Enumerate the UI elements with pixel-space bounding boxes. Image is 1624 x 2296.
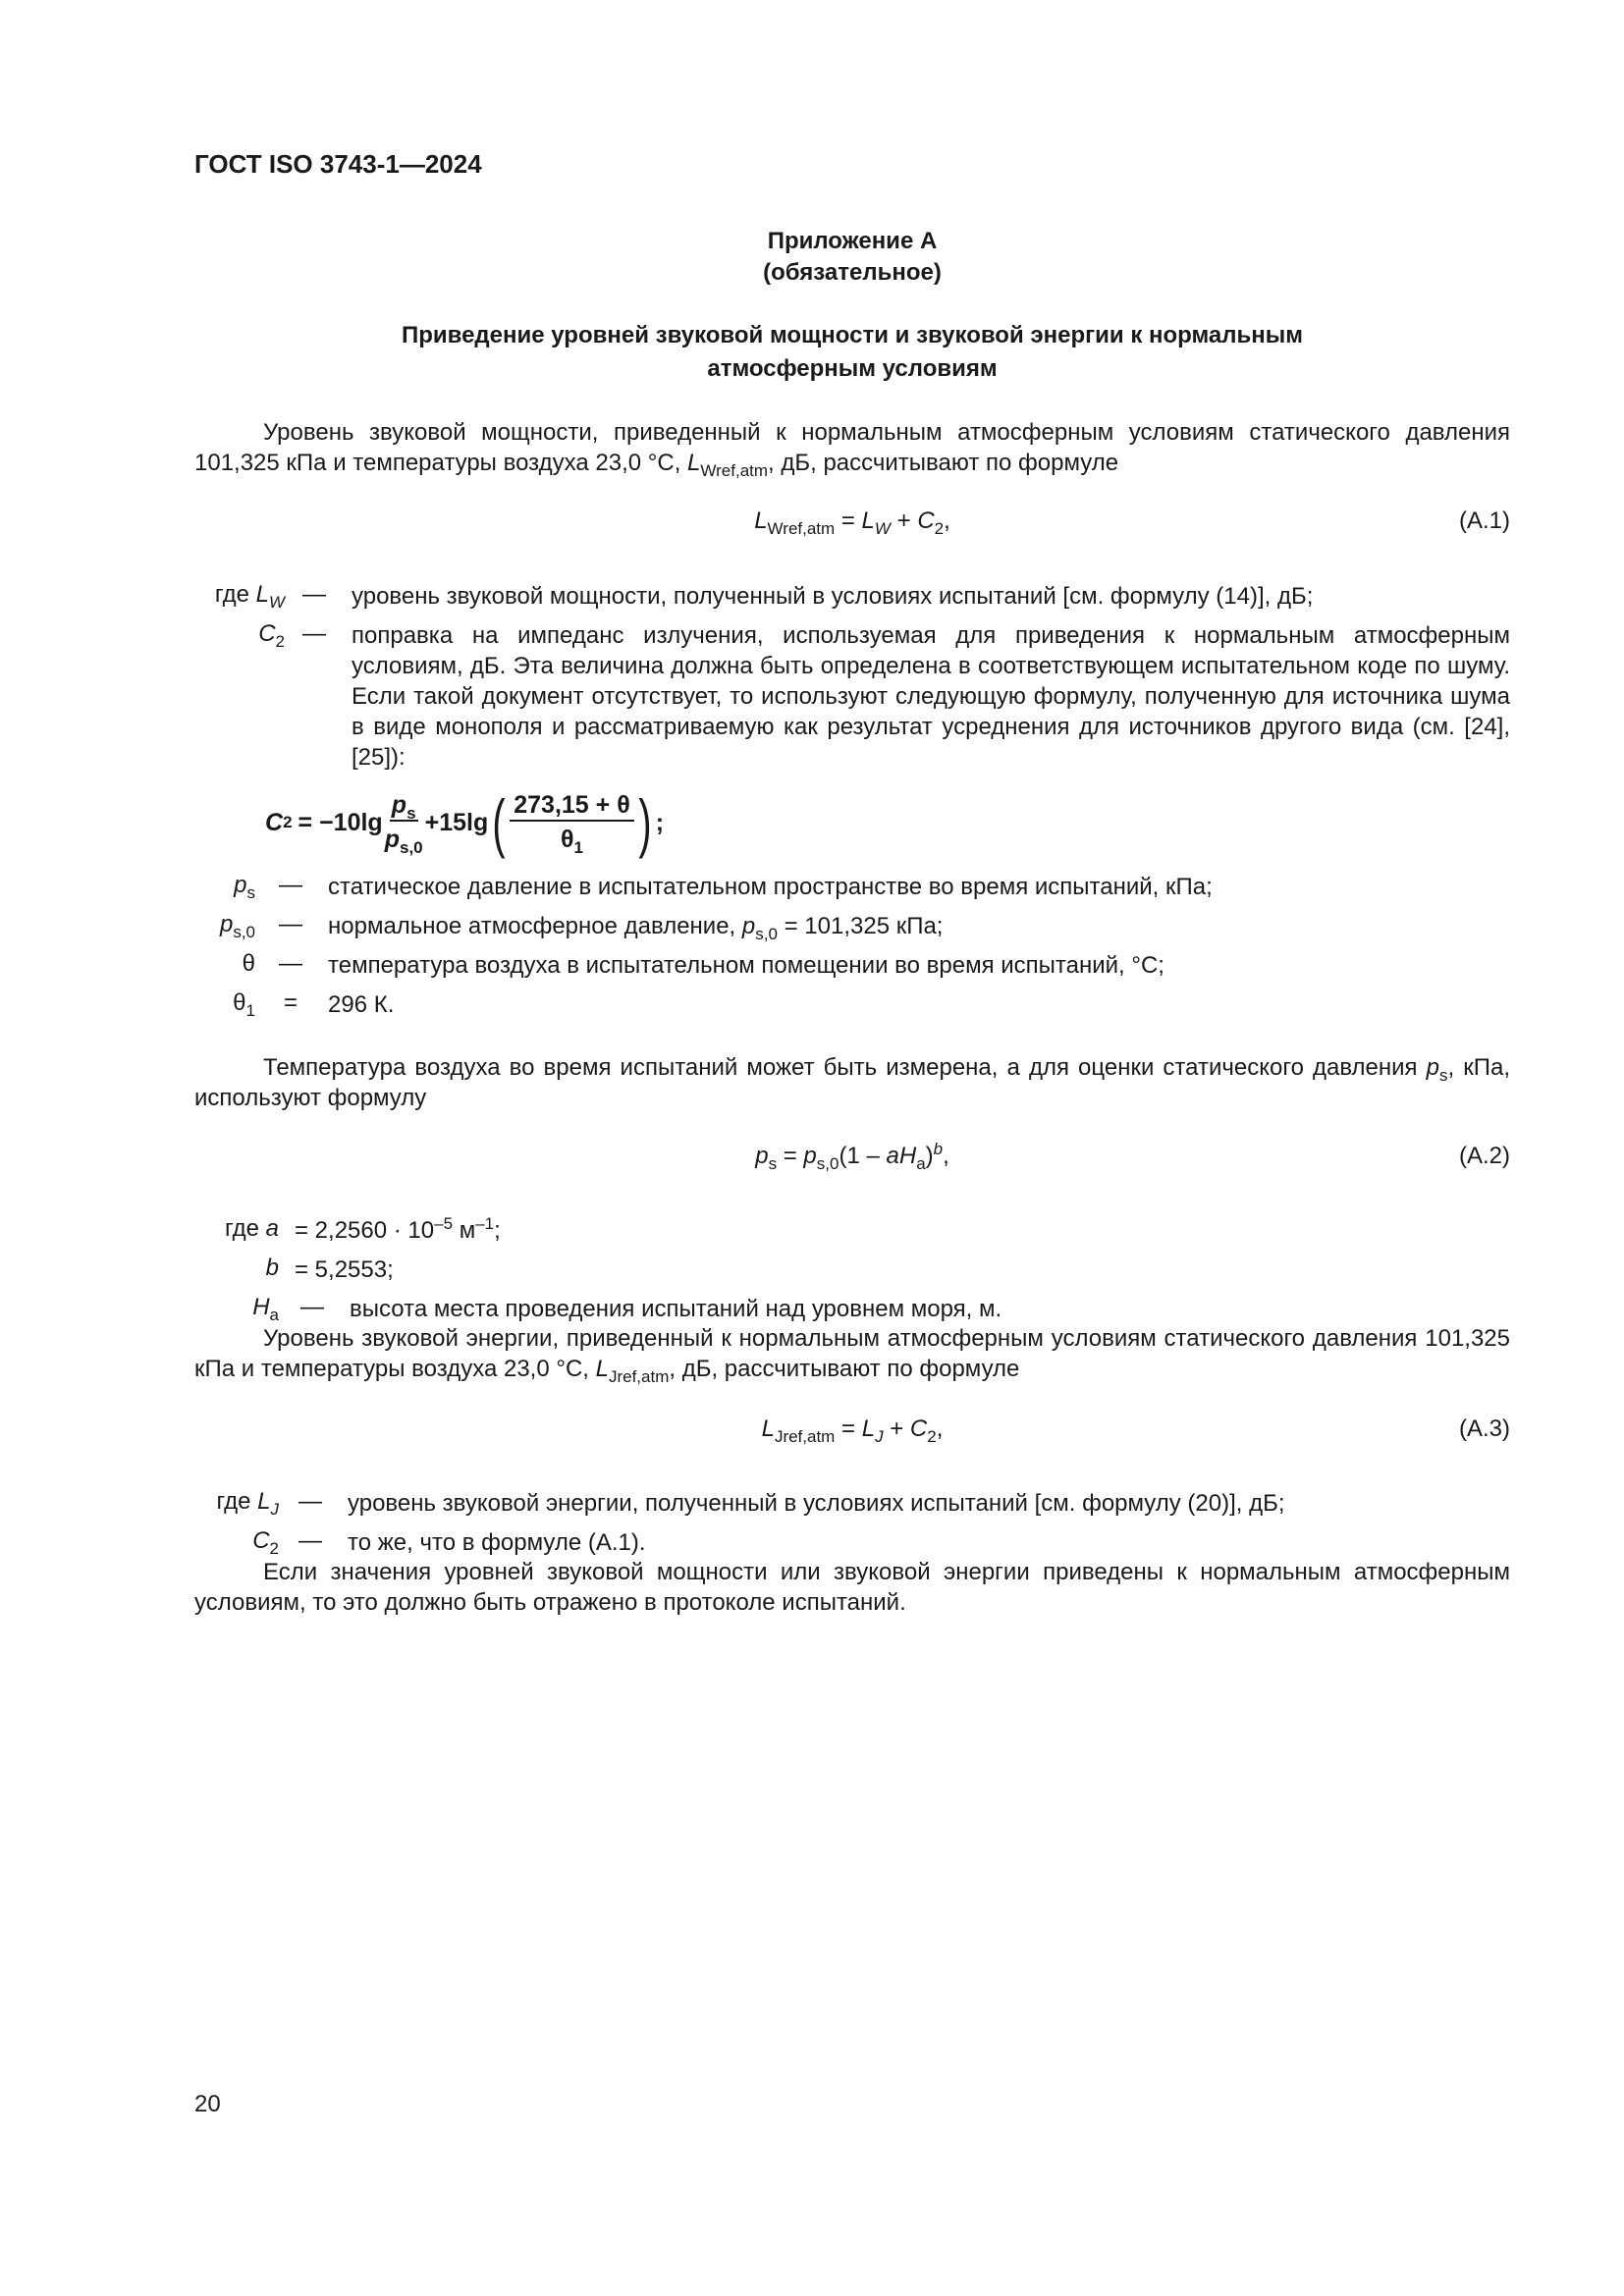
def-dash: — xyxy=(279,950,302,977)
paragraph-static-pressure: Температура воздуха во время испытаний может быть измерена, а для оценки статического давления $p_s$, кПа, используют формулу xyxy=(194,1054,1510,1111)
def-ps0-text: нормальное атмосферное давление, $p_{s,0} = 101,325$ кПа; xyxy=(328,913,944,943)
def-ha-symbol: $H_a$ xyxy=(252,1294,279,1324)
def-b-symbol: b xyxy=(265,1255,279,1281)
equation-a2-label: (А.2) xyxy=(1458,1143,1510,1169)
def-b-text: = 5,2553; xyxy=(295,1256,394,1283)
def-theta-text: температура воздуха в испытательном помещении во время испытаний, °С; xyxy=(328,952,1164,979)
paragraph-power-level: Уровень звуковой мощности, приведенный к нормальным атмосферным условиям статического давления 101,325 кПа и температуры воздуха 23,0 °С, $L_{Wref,atm}$, дБ, рассчитывают по формуле xyxy=(194,419,1510,480)
def-dash: — xyxy=(302,581,326,608)
def-dash: — xyxy=(298,1527,322,1554)
annex-title: Приложение А xyxy=(767,228,938,254)
equation-a3-label: (А.3) xyxy=(1458,1415,1510,1442)
annex-heading-line2: атмосферным условиям xyxy=(707,355,998,382)
def-ps-symbol: $p_s$ xyxy=(234,872,255,902)
def-c2-text: поправка на импеданс излучения, используемая для приведения к нормальным атмосферным условиям, дБ. Эта величина должна быть определена в соответствующем испытательном коде по шуму. Если такой документ отсутствует, то используют следующую формулу, полученную для источника шума в виде монополя и рассматриваемую как результат усреднения для источников другого вида (см. [24], [25]): xyxy=(352,622,1510,771)
paragraph-protocol: Если значения уровней звуковой мощности или звуковой энергии приведены к нормальным атмосферным условиям, то это должно быть отражено в протоколе испытаний. xyxy=(194,1559,1510,1616)
def-theta1-equals: = xyxy=(283,989,298,1016)
def-theta1-text: 296 К. xyxy=(328,991,395,1018)
paragraph-energy-level: Уровень звуковой энергии, приведенный к нормальным атмосферным условиям статического давления 101,325 кПа и температуры воздуха 23,0 °С, $L_{Jref,atm}$, дБ, рассчитывают по формуле xyxy=(194,1325,1510,1386)
def-dash: — xyxy=(279,872,302,898)
def-lw-text: уровень звуковой мощности, полученный в условиях испытаний [см. формулу (14)], дБ; xyxy=(352,583,1314,610)
def-lj-symbol: где $L_J$ xyxy=(216,1488,279,1519)
def-lw-symbol: где $L_W$ xyxy=(214,581,285,612)
c2-formula: C 2 = −10lg $p_s$ $p_{s,0}$ +15lg ( 273,15 + θ $\theta_1$ ) ; xyxy=(265,786,665,859)
def-c2b-text: то же, что в формуле (А.1). xyxy=(348,1529,646,1556)
def-ps0-symbol: $p_{s,0}$ xyxy=(219,911,255,941)
def-dash: — xyxy=(298,1488,322,1515)
def-c2b-symbol: $C_2$ xyxy=(252,1527,279,1558)
equation-a2: $p_s = p_{s,0}(1 - aH_a)^b$, xyxy=(755,1140,949,1173)
def-ha-text: высота места проведения испытаний над уровнем моря, м. xyxy=(350,1296,1002,1322)
equation-a1: $L_{Wref,atm} = L_W + C_2$, xyxy=(754,507,950,538)
def-c2-symbol: $C_2$ xyxy=(258,620,285,651)
annex-status: (обязательное) xyxy=(763,259,942,286)
equation-a3: $L_{Jref,atm} = L_J + C_2$, xyxy=(761,1415,944,1446)
annex-heading-line1: Приведение уровней звуковой мощности и звуковой энергии к нормальным xyxy=(401,322,1304,348)
def-theta1-symbol: $\theta_1$ xyxy=(233,989,255,1020)
def-dash: — xyxy=(302,620,326,647)
def-a-text: = $2,2560 \cdot 10^{-5}$ $м^{-1}$; xyxy=(295,1214,501,1244)
document-header: ГОСТ ISO 3743-1—2024 xyxy=(194,149,482,179)
def-dash: — xyxy=(279,911,302,937)
equation-a1-label: (А.1) xyxy=(1458,507,1510,534)
def-a-symbol: где a xyxy=(224,1215,279,1242)
def-theta-symbol: θ xyxy=(242,950,255,977)
page-number: 20 xyxy=(194,2091,221,2117)
def-dash: — xyxy=(300,1294,324,1320)
def-ps-text: статическое давление в испытательном пространстве во время испытаний, кПа; xyxy=(328,874,1213,900)
def-lj-text: уровень звуковой энергии, полученный в условиях испытаний [см. формулу (20)], дБ; xyxy=(348,1490,1285,1517)
